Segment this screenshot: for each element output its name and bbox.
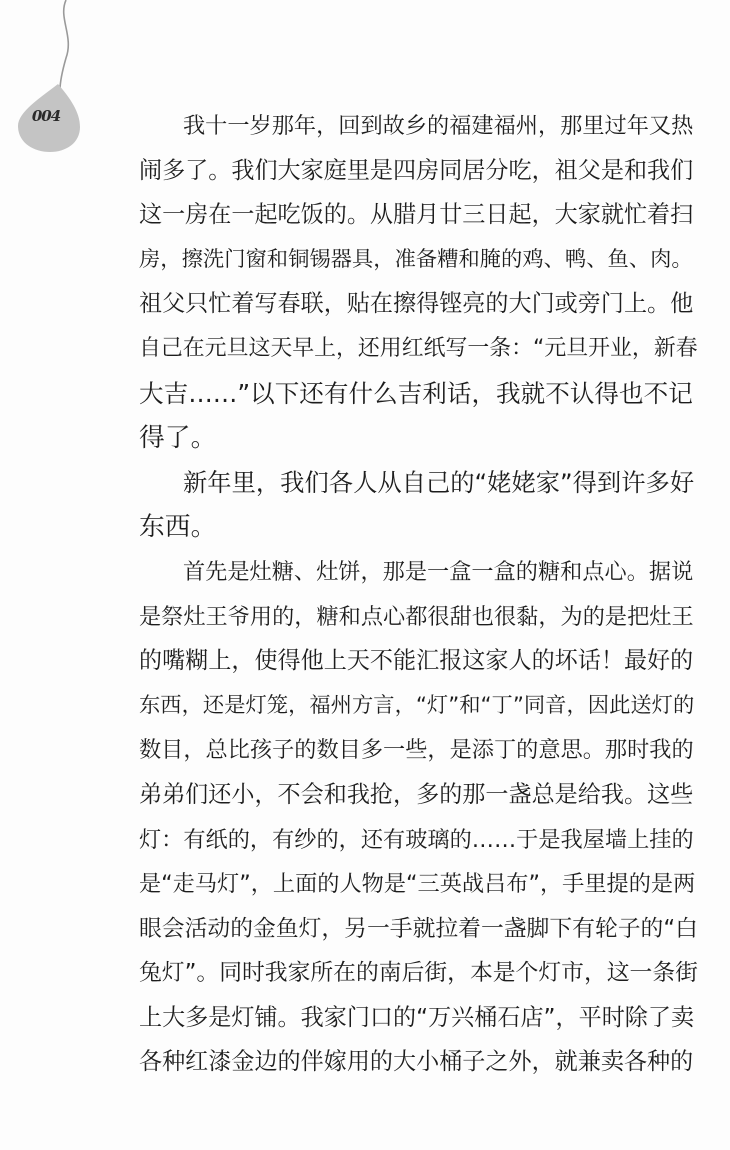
text-line: 东西。 [139, 512, 217, 543]
text-line: 数目，总比孩子的数目多一些，是添丁的意思。那时我的 [139, 737, 694, 764]
text-line: 大吉……”以下还有什么吉利话，我就不认得也不记 [139, 378, 693, 408]
text-line: 自己在元旦这天早上，还用红纸写一条：“元旦开业，新春 [139, 335, 698, 361]
page-number: 004 [31, 107, 61, 125]
text-line: 房，擦洗门窗和铜锡器具，准备糟和腌的鸡、鸭、鱼、肉。 [139, 246, 693, 272]
text-line: 我十一岁那年，回到故乡的福建福州，那里过年又热 [183, 113, 694, 139]
text-line: 东西，还是灯笼，福州方言，“灯”和“丁”同音，因此送灯的 [139, 692, 695, 718]
body-text [139, 104, 699, 1085]
text-line: 兔灯”。同时我家所在的南后街，本是个灯市，这一条街 [139, 960, 698, 987]
text-line: 弟弟们还小，不会和我抢，多的那一盏总是给我。这些 [139, 781, 694, 808]
text-line: 得了。 [139, 423, 217, 454]
page-number-drop-icon [0, 0, 100, 170]
text-line: 上大多是灯铺。我家门口的“万兴桶石店”，平时除了卖 [139, 1004, 695, 1031]
text-line: 首先是灶糖、灶饼，那是一盒一盒的糖和点心。据说 [183, 558, 694, 585]
text-line: 各种红漆金边的伴嫁用的大小桶子之外，就兼卖各种的 [139, 1049, 694, 1076]
text-line: 闹多了。我们大家庭里是四房同居分吃，祖父是和我们 [139, 157, 694, 184]
text-line: 是祭灶王爷用的，糖和点心都很甜也很黏，为的是把灶王 [139, 603, 694, 630]
text-line: 的嘴糊上，使得他上天不能汇报这家人的坏话！最好的 [139, 648, 694, 675]
text-line: 灯：有纸的，有纱的，还有玻璃的……于是我屋墙上挂的 [139, 826, 694, 853]
text-line: 祖父只忙着写春联，贴在擦得铿亮的大门或旁门上。他 [139, 291, 694, 318]
text-line: 新年里，我们各人从自己的“姥姥家”得到许多好 [183, 467, 695, 497]
text-line: 这一房在一起吃饭的。从腊月廿三日起，大家就忙着扫 [139, 202, 694, 229]
text-line: 是“走马灯”，上面的人物是“三英战吕布”，手里提的是两 [139, 871, 696, 898]
text-line: 眼会活动的金鱼灯，另一手就拉着一盏脚下有轮子的“白 [139, 915, 698, 942]
